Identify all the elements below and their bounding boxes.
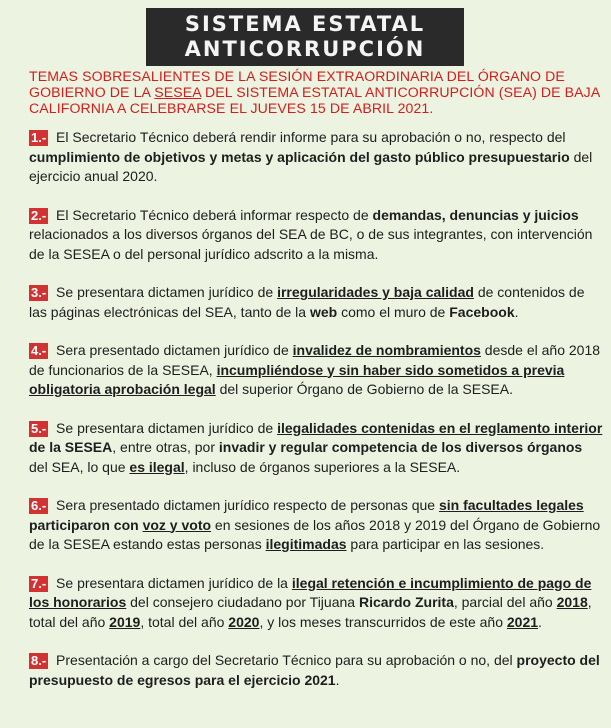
item-text: El Secretario Técnico deberá rendir informe para su aprobación o no, respecto del [52,129,566,145]
item-text: Sera presentado dictamen jurídico de [52,342,293,358]
item-number: 1.- [31,130,47,145]
item-text: El Secretario Técnico deberá informar respecto de [52,206,373,223]
item-bold-text: web [309,303,338,320]
agenda-items [29,128,603,690]
item-text: desde el año 2018 de funcionarios de la SESEA, [29,342,601,378]
item-bold-text: invadir y regular competencia de los diversos órganos [218,439,583,455]
item-bold-text: proyecto del presupuesto de egresos para el ejercicio 2021 [29,652,600,688]
item-text: , entre otras, por [112,439,219,455]
item-text: Se presentara dictamen jurídico de la [52,574,292,591]
item-bold-text: Facebook [449,303,515,320]
subtitle-sesea: SESEA [154,84,201,100]
item-number: 2.- [31,207,47,223]
agenda-item-6 [29,496,603,555]
agenda-item-5 [29,419,603,478]
subtitle-part-2: DEL SISTEMA ESTATAL ANTICORRUPCIÓN (SEA) DE BAJA CALIFORNIA A CELEBRARSE EL JUEVES 15 DE ABRIL 2021. [29,84,600,116]
item-text: en sesiones de los años 2018 y 2019 del Órgano de Gobierno de la SESEA estando estas personas [29,516,601,552]
item-number: 6.- [31,498,47,513]
item-number: 5.- [31,420,47,436]
document-subtitle [29,68,603,116]
agenda-item-2 [29,206,603,265]
item-text: del superior Órgano de Gobierno de la SESEA. [215,381,513,397]
item-bold-text: 2018 [556,594,588,610]
item-bold-text: Ricardo Zurita [358,594,454,610]
item-text: del ejercicio anual 2020. [29,148,593,184]
agenda-item-7 [29,574,603,633]
item-bold-text: de la SESEA [29,439,113,455]
item-bold-text: ilegitimadas [265,536,347,552]
agenda-item-1 [29,128,603,187]
item-bold-text: cumplimiento de objetivos y metas y aplicación del gasto público presupuestario [29,148,570,165]
item-bold-text: 2019 [109,613,141,630]
item-number: 8.- [31,653,47,668]
item-bold-text: sin facultades legales [438,497,584,513]
item-bold-text: irregularidades y baja calidad [277,284,474,300]
item-text: . [514,303,519,320]
item-text: Presentación a cargo del Secretario Técnico para su aprobación o no, del [52,652,517,668]
title-line-2: ANTICORRUPCIÓN [184,37,426,61]
item-text: Sera presentado dictamen jurídico respecto de personas que [52,497,439,513]
item-bold-text: participaron con [29,516,143,533]
item-number: 4.- [31,343,47,358]
item-bold-text: invalidez de nombramientos [292,342,481,358]
item-text: Se presentara dictamen jurídico de [52,419,278,436]
item-text: , y los meses transcurridos de este año [259,613,507,630]
item-bold-text: ilegal retención e incumplimiento de pago de los honorarios [29,574,592,610]
agenda-item-8 [29,651,603,690]
item-number: 3.- [31,285,47,300]
document-title [146,8,464,66]
item-bold-text: voz y voto [142,516,212,533]
item-text: del consejero ciudadano por Tijuana [126,594,359,610]
title-line-1: SISTEMA ESTATAL [184,12,426,36]
item-text: , total del año [140,613,229,630]
item-text: del SEA, lo que [29,458,130,475]
agenda-item-4 [29,341,603,400]
item-text: . [335,671,340,688]
subtitle-part-1: TEMAS SOBRESALIENTES DE LA SESIÓN EXTRAORDINARIA DEL ÓRGANO DE GOBIERNO DE LA [29,68,565,100]
item-bold-text: 2021 [506,613,539,630]
item-text: , incluso de órganos superiores a la SESEA. [184,458,461,475]
item-bold-text: demandas, denuncias y juicios [372,206,579,223]
item-text: para participar en las sesiones. [346,536,545,552]
item-text: , total del año [29,594,592,630]
item-text: . [538,613,542,630]
item-number: 7.- [31,575,47,591]
agenda-item-3 [29,283,603,322]
item-bold-text: 2020 [228,613,260,630]
item-bold-text: ilegalidades contenidas en el reglamento interior [277,419,603,436]
item-bold-text: incumpliéndose y sin haber sido sometidos a previa obligatoria aprobación legal [29,361,565,397]
item-text: de contenidos de las páginas electrónicas del SEA, tanto de la [29,284,585,320]
item-text: relacionados a los diversos órganos del SEA de BC, o de sus integrantes, con intervención de la SESEA o del personal jurídico adscrito a la misma. [29,226,593,262]
item-bold-text: es ilegal [129,458,185,475]
item-text: como el muro de [337,303,450,320]
item-text: Se presentara dictamen jurídico de [52,284,278,300]
item-text: , parcial del año [453,594,557,610]
